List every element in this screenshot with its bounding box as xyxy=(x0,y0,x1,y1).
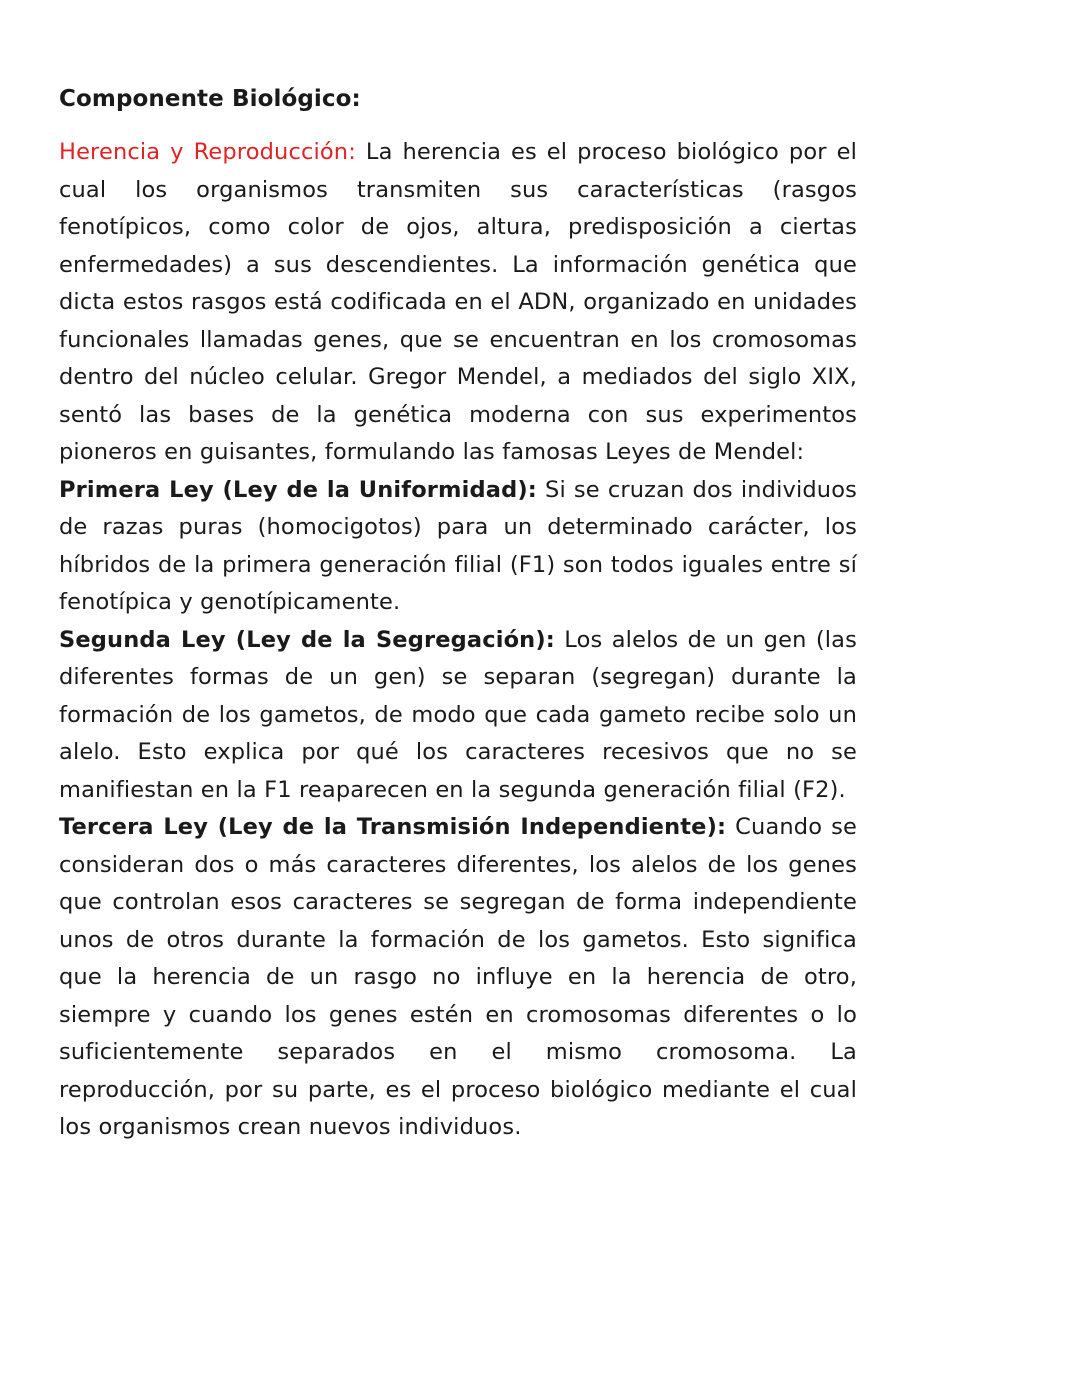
law-paragraph-first xyxy=(59,472,857,622)
intro-lead: Herencia y Reproducción: xyxy=(59,139,356,165)
law-title-first: Primera Ley (Ley de la Uniformidad): xyxy=(59,476,537,503)
law-text-second: Los alelos de un gen (las diferentes formas de un gen) se separan (segregan) durante la formación de los gametos, de modo que cada gameto recibe solo un alelo. Esto explica por qué los caracteres recesivos que no se manifiestan en la F1 reaparecen en la segunda generación filial (F2). xyxy=(59,626,857,803)
intro-paragraph xyxy=(59,134,857,472)
law-paragraph-third xyxy=(59,809,857,1147)
law-paragraph-second xyxy=(59,622,857,810)
law-text-first: Si se cruzan dos individuos de razas puras (homocigotos) para un determinado carácter, los híbridos de la primera generación filial (F1) son todos iguales entre sí fenotípica y genotípicamente. xyxy=(59,476,857,615)
law-title-third: Tercera Ley (Ley de la Transmisión Independiente): xyxy=(59,814,727,840)
document-page xyxy=(59,78,857,1147)
section-heading: Componente Biológico: xyxy=(59,86,361,112)
intro-text: La herencia es el proceso biológico por el cual los organismos transmiten sus características (rasgos fenotípicos, como color de ojos, altura, predisposición a ciertas enfermedades) a sus descendientes. La información genética que dicta estos rasgos está codificada en el ADN, organizado en unidades funcionales llamadas genes, que se encuentran en los cromosomas dentro del núcleo celular. Gregor Mendel, a mediados del siglo XIX, sentó las bases de la genética moderna con sus experimentos pioneros en guisantes, formulando las famosas Leyes de Mendel: xyxy=(59,139,857,465)
law-text-third: Cuando se consideran dos o más caracteres diferentes, los alelos de los genes que controlan esos caracteres se segregan de forma independiente unos de otros durante la formación de los gametos. Esto significa que la herencia de un rasgo no influye en la herencia de otro, siempre y cuando los genes estén en cromosomas diferentes o lo suficientemente separados en el mismo cromosoma. La reproducción, por su parte, es el proceso biológico mediante el cual los organismos crean nuevos individuos. xyxy=(59,814,857,1140)
law-title-second: Segunda Ley (Ley de la Segregación): xyxy=(59,626,555,653)
